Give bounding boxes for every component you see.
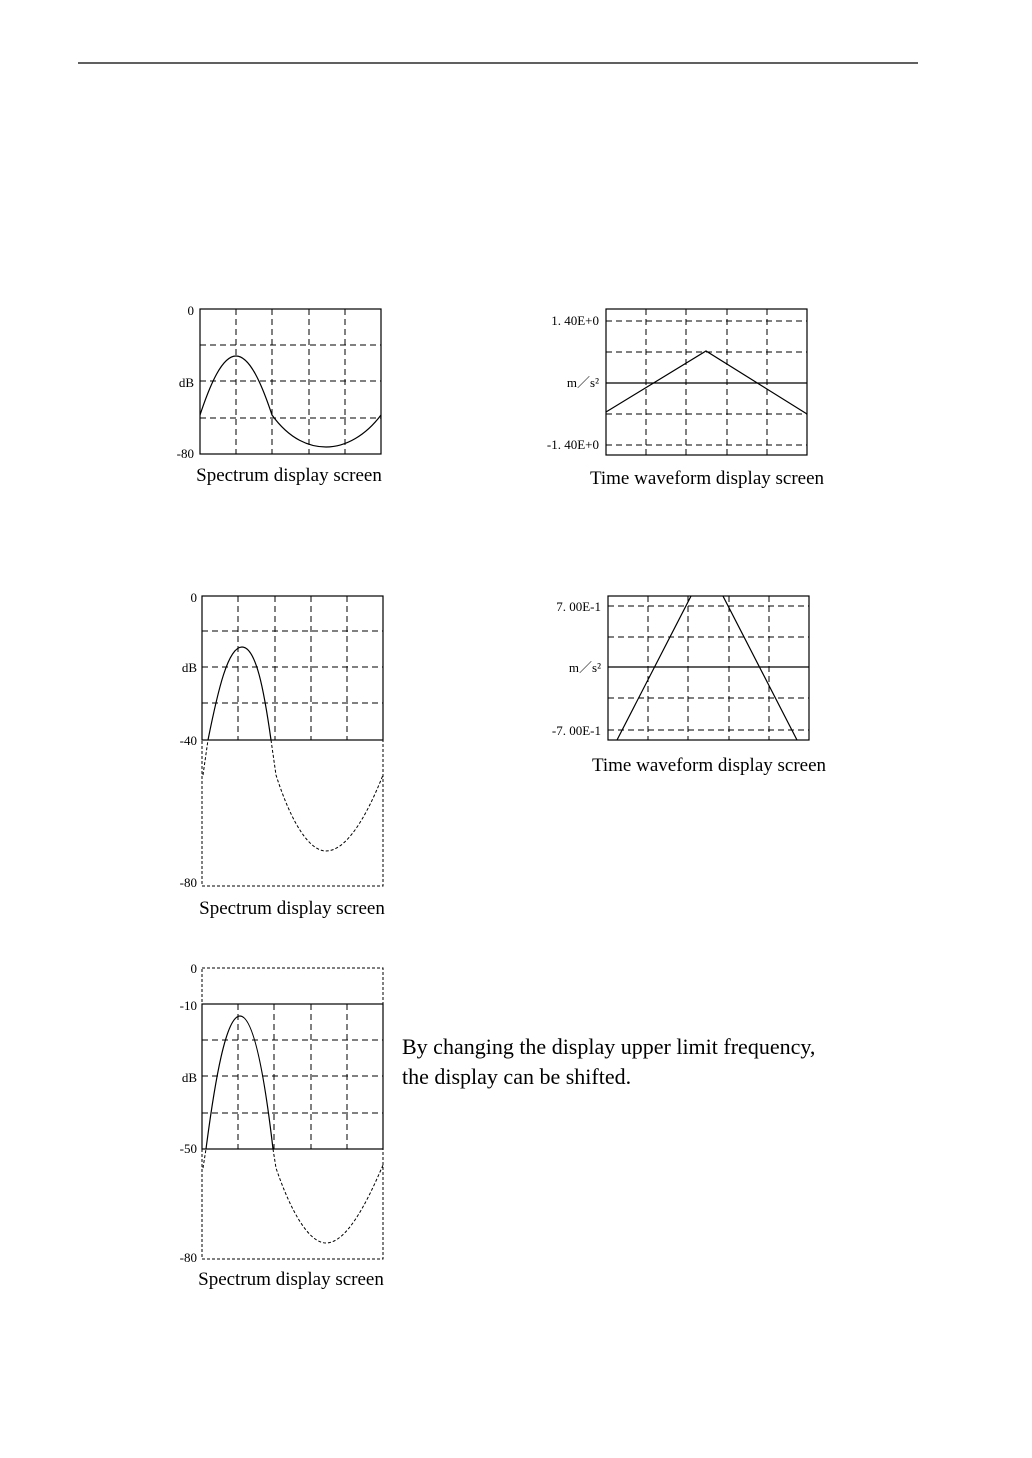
figure-caption: Time waveform display screen	[589, 468, 825, 489]
hidden-range-frame	[202, 740, 383, 886]
figure-caption: Time waveform display screen	[591, 755, 827, 776]
plot-frame	[606, 309, 807, 455]
y-label-bottom: -80	[179, 875, 197, 890]
grid-lines	[606, 309, 807, 455]
figure-caption: Spectrum display screen	[196, 465, 382, 486]
y-label-mid: -40	[179, 733, 197, 748]
y-label-bottom: -80	[176, 446, 194, 461]
figure-caption: Spectrum display screen	[199, 898, 385, 919]
waveform-figure-2	[552, 565, 827, 776]
grid-lines	[202, 596, 383, 740]
y-label-bottom: -1. 40E+0	[546, 437, 599, 452]
figure-caption: Spectrum display screen	[198, 1269, 384, 1290]
y-label-top: 1. 40E+0	[551, 313, 599, 328]
y-unit-label: dB	[178, 375, 194, 390]
spectrum-curve-hidden	[203, 740, 383, 851]
spectrum-figure-2	[180, 590, 386, 919]
spectrum-curve-hidden	[203, 1149, 383, 1243]
y-unit-label: m／s²	[568, 660, 601, 675]
y-unit-label: dB	[181, 1070, 197, 1085]
y-label-bottom: -80	[179, 1250, 197, 1265]
spectrum-figure-1	[177, 303, 383, 486]
y-unit-label: m／s²	[566, 375, 599, 390]
y-label-top: 0	[187, 303, 194, 318]
y-label-upper: -10	[179, 998, 197, 1013]
y-label-top: 7. 00E-1	[556, 599, 601, 614]
plot-frame	[202, 596, 383, 740]
spectrum-curve-visible	[206, 1016, 273, 1149]
plot-frame	[608, 596, 809, 740]
spectrum-curve-visible	[208, 647, 271, 740]
note-line-1: By changing the display upper limit frequency,	[402, 1034, 816, 1059]
y-label-bottom: -7. 00E-1	[551, 723, 601, 738]
y-label-top: 0	[190, 590, 197, 605]
grid-lines	[202, 1004, 383, 1149]
grid-lines	[200, 309, 381, 454]
grid-lines	[608, 596, 809, 740]
spectrum-curve	[200, 356, 381, 447]
spectrum-figure-3	[180, 961, 385, 1290]
explanation-note	[402, 1032, 815, 1092]
y-unit-label: dB	[181, 660, 197, 675]
y-label-lower: -50	[179, 1141, 197, 1156]
waveform-trace	[617, 565, 797, 740]
waveform-figure-1	[547, 309, 825, 489]
note-line-2: the display can be shifted.	[402, 1064, 632, 1089]
y-label-top: 0	[190, 961, 197, 976]
